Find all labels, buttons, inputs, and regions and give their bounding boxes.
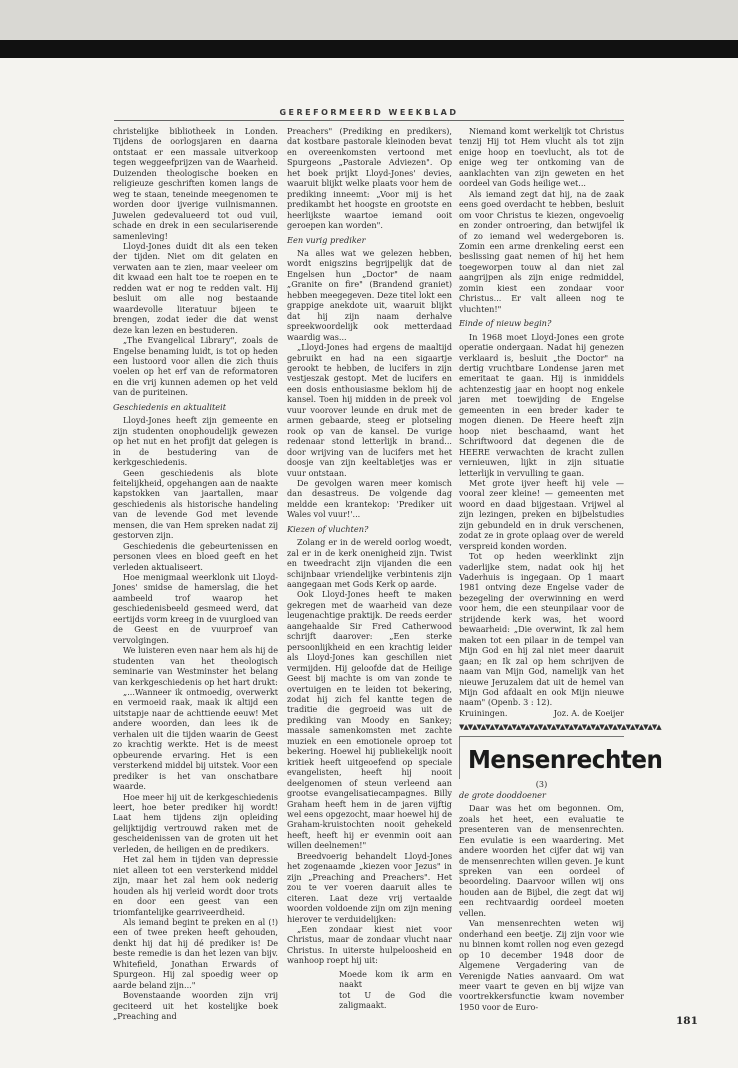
verse-line: Moede kom ik arm en naakt xyxy=(339,968,452,990)
paragraph: Breedvoerig behandelt Lloyd-Jones het zogenaamde „kiezen voor Jezus" in zijn „Preaching and Preachers". Het zou te ver voeren daaruit alles te citeren. Laat deze vrij vertaalde woorden voldoende zijn om zijn mening hierover te verduidelijken: xyxy=(287,850,452,924)
paragraph: Zolang er in de wereld oorlog woedt, zal er in de kerk onenigheid zijn. Twist en tweedracht zijn vijanden die een schijnbaar vriendelijke verbintenis zijn aangegaan met Gods Kerk op aarde. xyxy=(287,537,452,590)
paragraph: We luisteren even naar hem als hij de studenten van het theologisch seminarie van Westminster het belang van kerkgeschiedenis op het hart drukt: xyxy=(113,645,278,687)
signature-place: Kruiningen. xyxy=(459,707,508,718)
ornament-divider: ▼▲▼▲▼▲▼▲▼▲▼▲▼▲▼▲▼▲▼▲▼▲▼▲▼▲▼▲▼▲▼▲▼▲▼▲▼▲▼▲▼▲▼▲▼▲ xyxy=(459,723,661,732)
verse-line: tot U de God die zaligmaakt. xyxy=(339,989,452,1011)
subheading: Een vurig prediker xyxy=(287,234,366,245)
quote-paragraph: Het zal hem in tijden van depressie niet alleen tot een versterkend middel zijn, maar het zal hem ook nederig houden als hij verleid wordt door trots en door een geest van een triomfantelijke gearriveerdheid. xyxy=(113,854,278,917)
quote-paragraph: Als iemand begint te preken en al (!) een of twee preken heeft gehouden, denkt hij dat hij dé prediker is! De beste remedie is dan het lezen van bijv. Whitefield, Jonathan Erwards of Spurgeon. Hij zal spoedig weer op aarde beland zijn..." xyxy=(113,916,278,990)
quote-paragraph: Hoe meer hij uit de kerkgeschiedenis leert, hoe beter prediker hij wordt! Laat hem tijdens zijn opleiding gelijktijdig vertrouwd raken met de gescheidenissen van de groten uit het verleden, de heiligen en de predikers. xyxy=(113,791,278,854)
article-header-box xyxy=(459,736,663,779)
subheading: Einde of nieuw begin? xyxy=(459,318,552,329)
paragraph: Als iemand zegt dat hij, na de zaak eens goed overdacht te hebben, besluit om voor Christus te kiezen, ongevoelig en zonder ontroering, dan betwijfel ik of zo iemand wel wedergeboren is. Zomin een arme drenkeling eerst een beslissing gaat nemen of hij het hem toegeworpen touw al dan niet zal aangrijpen als zijn enige redmiddel, zomin kiest een zondaar voor Christus... Er valt alleen nog te vluchten!" xyxy=(459,188,624,314)
paragraph: „Een zondaar kiest niet voor Christus, maar de zondaar vlucht naar Christus. In uiterste hulpeloosheid en wanhoop roept hij uit: xyxy=(287,923,452,966)
page-number: 181 xyxy=(676,1015,698,1027)
signature-author: Joz. A. de Koeijer xyxy=(553,707,624,718)
paragraph: Lloyd-Jones heeft zijn gemeente en zijn studenten onophoudelijk gewezen op het nut en het profijt dat gelegen is in de bestudering van de kerkgeschiedenis. xyxy=(113,415,278,468)
paragraph: Van mensenrechten weten wij onderhand een beetje. Zij zijn voor wie nu binnen komt rollen nog even gezegd op 10 december 1948 door de Algemene Vergadering van de Verenigde Naties aanvaard. Om wat meer vaart te geven en bij wijze van voortrekkersfunctie kwam november 1950 voor de Euro- xyxy=(459,918,624,1012)
column-1 xyxy=(113,126,278,1022)
paragraph: Tot op heden weerklinkt zijn vaderlijke stem, nadat ook hij het Vaderhuis is ingegaan. Op 1 maart 1981 ontving deze Engelse vader de bezegeling der overwinning en werd voor hem, die een steunpilaar voor de strijdende kerk was, het woord bewaarheid: „Die overwint, Ik zal hem maken tot een pilaar in de tempel van Mijn God en hij zal niet meer daaruit gaan; en Ik zal op hem schrijven de naam van Mijn God, namelijk van het nieuwe Jeruzalem dat uit de hemel van Mijn God afdaalt en ook Mijn nieuwe naam" (Openb. 3 : 12). xyxy=(459,551,624,708)
column-3 xyxy=(459,126,663,1018)
paragraph: Hoe menigmaal weerklonk uit Lloyd-Jones' smidse de hamerslag, die het aambeeld trof waarop het geschiedenisbeeld gesmeed werd, dat eertijds vorm kreeg in de vuurgloed van de Geest en de vuurproef van vervolgingen. xyxy=(113,572,278,645)
subheading: de grote dooddoener xyxy=(459,789,546,800)
paragraph: Ook Lloyd-Jones heeft te maken gekregen met de waarheid van deze leugenachtige praktijk. De reeds eerder aangehaalde Sir Fred Catherwood schrijft daarover: „Een sterke persoonlijkheid en een krachtig leider als Lloyd-Jones kan geschillen niet vermijden. Hij geloofde dat de Heilige Geest bij machte is om van zonde te overtuigen en te leiden tot bekering, zodat hij zich fel kantte tegen de traditie die gegroeid was uit de prediking van Moody en Sankey; massale samenkomsten met zachte muziek en een emotionele oproep tot bekering. Hoewel hij publiekelijk nooit kritiek heeft uitgeoefend op speciale evangelisten, heeft hij nooit deelgenomen of steun verleend aan grootse evangelisatiecampagnes. Billy Graham heeft hem in de jaren vijftig wel eens opgezocht, maar hoewel hij de Graham-kruistochten nooit gehekeld heeft, heeft hij er evenmin ooit aan willen deelnemen!" xyxy=(287,589,452,851)
paragraph: Niemand komt werkelijk tot Christus tenzij Hij tot Hem vlucht als tot zijn enige hoop en toevlucht, als tot de enige weg ter ontkoming van de aanklachten van zijn geweten en het oordeel van Gods heilige wet... xyxy=(459,126,624,189)
section-number: (3) xyxy=(535,779,548,790)
scan-margin xyxy=(0,0,738,40)
paragraph: In 1968 moet Lloyd-Jones een grote operatie ondergaan. Nadat hij genezen verklaard is, besluit „the Doctor" na dertig vruchtbare Londense jaren met emeritaat te gaan. Hij is inmiddels achtenzestig jaar en hoopt nog enkele jaren met toewijding de Engelse gemeenten in een breder kader te mogen dienen. De Heere heeft zijn hoop niet beschaamd, want het Schriftwoord dat degenen die de HEERE verwachten de kracht zullen vernieuwen, lijkt in zijn situatie letterlijk in vervulling te gaan. xyxy=(459,331,624,478)
paragraph: „Lloyd-Jones had ergens de maaltijd gebruikt en had na een sigaartje gerookt te hebben, de lucifers in zijn vestjeszak gestopt. Met de lucifers en een dosis enthousiasme beklom hij de kansel. Toen hij midden in de preek vol vuur voorover leunde en druk met de armen gebaarde, steeg er plotseling rook op van de kansel. De vurige redenaar stond letterlijk in brand... door wrijving van de lucifers met het doosje van zijn keeltabletjes was er vuur ontstaan. xyxy=(287,342,452,478)
subheading: Kiezen of vluchten? xyxy=(287,523,369,534)
paragraph: Lloyd-Jones duidt dit als een teken der tijden. Niet om dit gelaten en verwaten aan te zien, maar veeleer om dit kwaad een halt toe te roepen en te redden wat er nog te redden valt. Hij besluit om alle nog bestaande waardevolle literatuur bijeen te brengen, zodat ieder die dat wenst deze kan lezen en bestuderen. xyxy=(113,240,278,335)
signature-line xyxy=(459,708,624,718)
paragraph: Daar was het om begonnen. Om, zoals het heet, een evaluatie te presenteren van de mensenrechten. Een evulatie is een waardering. Met andere woorden het cijfer dat wij van de mensenrechten willen geven. Je kunt spreken van een oordeel of beoordeling. Daarvoor willen wij ons houden aan de Bijbel, die zegt dat wij een rechtvaardig oordeel moeten vellen. xyxy=(459,803,624,918)
paragraph: christelijke bibliotheek in Londen. Tijdens de oorlogsjaren en daarna ontstaat er een massale uitverkoop tegen weggeefprijzen van de Waarheid. Duizenden theologische boeken en religieuze geschriften komen langs de weg te staan, teneinde meegenomen te worden door ijverige vuilnismannen. Juwelen gedevalueerd tot oud vuil, schade en drek in een seculariserende samenleving! xyxy=(113,126,278,241)
quote-paragraph: „...Wanneer ik ontmoedig, overwerkt en vermoeid raak, maak ik altijd een uitstapje naar de achttiende eeuw! Met andere woorden, dan lees ik de verhalen uit die tijden waarin de Geest zo krachtig werkte. Het is de meest opbeurende ervaring. Het is een versterkend middel bij uitstek. Voor een prediker is het van onschatbare waarde. xyxy=(113,687,278,792)
paragraph: Geschiedenis die gebeurtenissen en personen vlees en bloed geeft en het verleden aktualiseert. xyxy=(113,540,278,572)
scan-edge-bar xyxy=(0,40,738,58)
paragraph: Geen geschiedenis als blote feitelijkheid, opgehangen aan de naakte kapstokken van jaartallen, maar geschiedenis als historische handeling van de levende God met levende mensen, die van Hem spreken nadat zij gestorven zijn. xyxy=(113,467,278,541)
paragraph: De gevolgen waren meer komisch dan desastreus. De volgende dag meldde een krantekop: 'Prediker uit Wales vol vuur!'... xyxy=(287,477,452,520)
column-2 xyxy=(287,126,452,1018)
paragraph: Met grote ijver heeft hij vele — vooral zeer kleine! — gemeenten met woord en daad bijgestaan. Vrijwel al zijn lezingen, preken en bijbelstudies zijn gebundeld en in druk verschenen, zodat ze in grote oplaag over de wereld verspreid konden worden. xyxy=(459,477,624,551)
subheading: Geschiedenis en aktualiteit xyxy=(113,401,226,412)
running-title: GEREFORMEERD WEEKBLAD xyxy=(279,108,459,117)
section-title: Mensenrechten xyxy=(468,745,663,775)
header-rule xyxy=(114,120,624,121)
paragraph: Preachers" (Prediking en predikers), dat kostbare pastorale kleinoden bevat en overeenkomsten vertoond met Spurgeons „Pastorale Adviezen". Op het boek prijkt Lloyd-Jones' devies, waaruit blijkt welke plaats voor hem de prediking inneemt: „Voor mij is het predikambt het hoogste en grootste en heerlijkste waartoe iemand ooit geroepen kan worden". xyxy=(287,126,452,231)
paragraph: Bovenstaande woorden zijn vrij geciteerd uit het kostelijke boek „Preaching and xyxy=(113,990,278,1022)
paragraph: „The Evangelical Library", zoals de Engelse benaming luidt, is tot op heden een lustoord voor allen die zich thuis voelen op het erf van de reformatoren en die vrij kunnen ademen op het veld van de puriteinen. xyxy=(113,335,278,398)
paragraph: Na alles wat we gelezen hebben, wordt enigszins begrijpelijk dat de Engelsen hun „Doctor" de naam „Granite on fire" (Brandend graniet) hebben meegegeven. Deze titel lokt een grappige anekdote uit, waaruit blijkt dat hij zijn naam derhalve spreekwoordelijk ook metterdaad waardig was... xyxy=(287,247,452,342)
